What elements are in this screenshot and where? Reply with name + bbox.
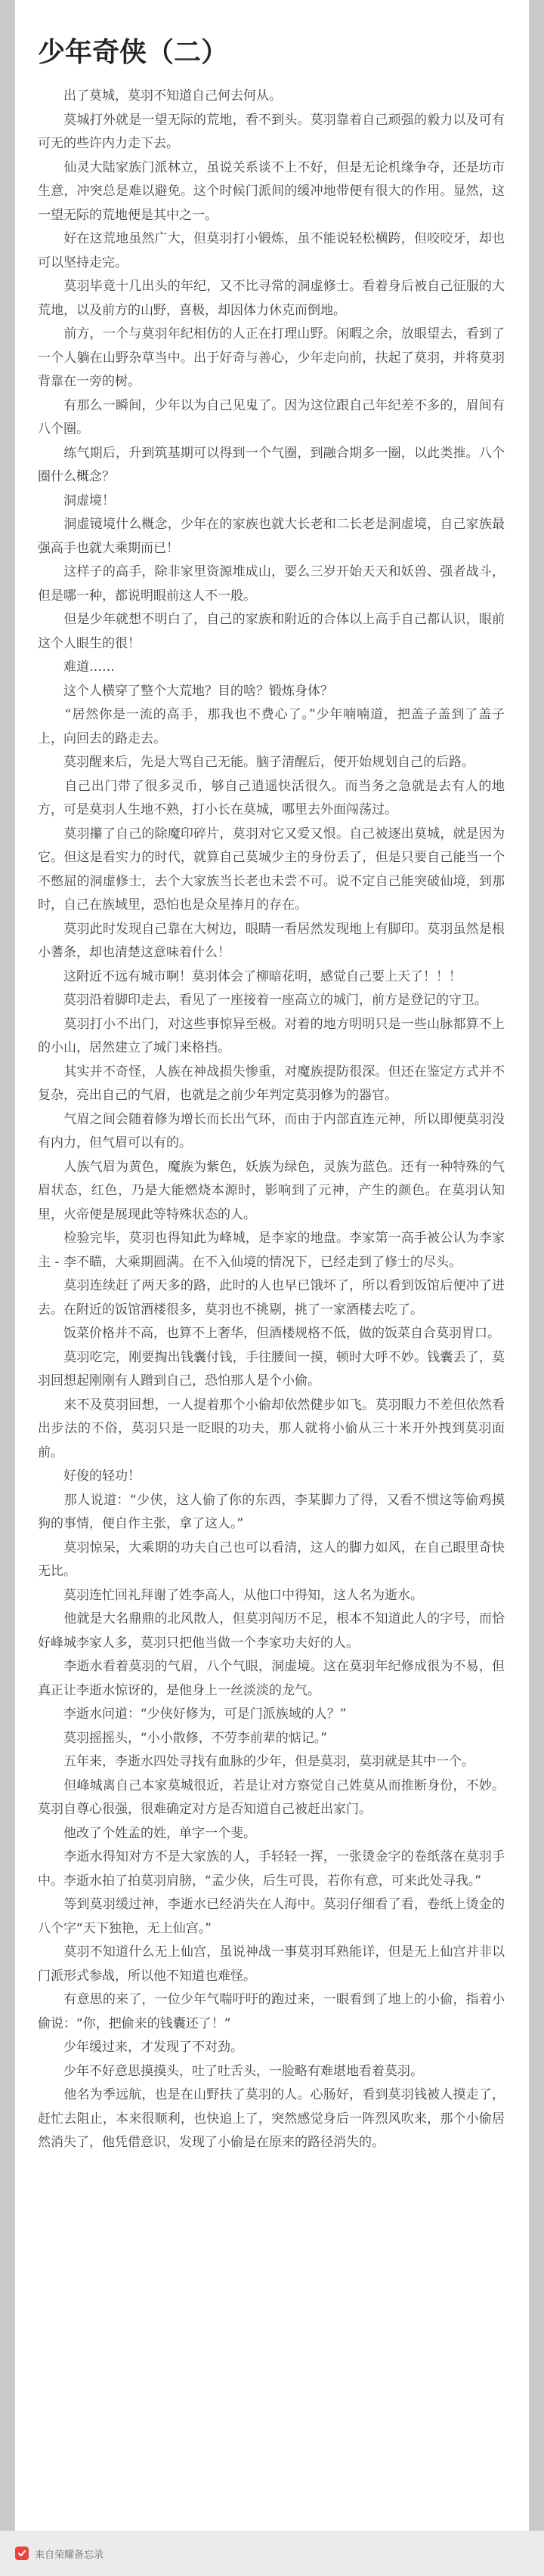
- article-paragraph: “居然你是一流的高手，那我也不费心了。”少年喃喃道，把盖子盖到了盖子上，向回去的路走去。: [38, 707, 505, 746]
- article-paragraph: 洞虚镜境什么概念，少年在的家族也就大长老和二长老是洞虚境，自己家族最强高手也就大乘期而已！: [38, 517, 505, 556]
- check-badge-icon: [15, 2547, 29, 2560]
- article-paragraph: 但峰城离自己本家莫城很近，若是让对方察觉自己姓莫从而推断身份，不妙。莫羽自尊心很强，很难确定对方是否知道自己被赶出家门。: [38, 1778, 505, 1817]
- article-paragraph: 出了莫城，莫羽不知道自己何去何从。: [38, 88, 282, 103]
- article-paragraph: 这个人横穿了整个大荒地？目的啥？锻炼身体？: [38, 683, 333, 699]
- article-paragraph: 前方，一个与莫羽年纪相仿的人正在打理山野。闲暇之余，放眼望去，看到了一个人躺在山野杂草当中。出于好奇与善心，少年走向前，扶起了莫羽，并将莫羽背靠在一旁的树。: [38, 326, 505, 389]
- article-paragraph: 来不及莫羽回想，一人提着那个小偷却依然健步如飞。莫羽眼力不差但依然看出步法的不俗，莫羽只是一眨眼的功夫，那人就将小偷从三十米开外拽到莫羽面前。: [38, 1397, 505, 1460]
- article-paragraph: 莫羽沿着脚印走去，看见了一座接着一座高立的城门，前方是登记的守卫。: [38, 993, 487, 1008]
- article-paragraph: 难道……: [38, 659, 115, 675]
- article-paragraph: 莫羽连续赶了两天多的路，此时的人也早已饿坏了，所以看到饭馆后便冲了进去。在附近的饭馆酒楼很多，莫羽也不挑剔，挑了一家酒楼去吃了。: [38, 1278, 505, 1317]
- article-paragraph: 检验完毕，莫羽也得知此为峰城，是李家的地盘。李家第一高手被公认为李家主 - 李不瞄，大乘期圆满。在不入仙境的情况下，已经走到了修士的尽头。: [38, 1231, 505, 1270]
- article-paragraph: 莫羽醒来后，先是大骂自己无能。脑子清醒后，便开始规划自己的后路。: [38, 755, 474, 770]
- article-paragraph: 莫羽摇摇头，“小小散修，不劳李前辈的惦记。”: [38, 1730, 328, 1746]
- article-paragraph: 好俊的轻功！: [38, 1469, 141, 1484]
- article-paragraph: 等到莫羽缓过神，李逝水已经消失在人海中。莫羽仔细看了看，卷纸上烫金的八个字“天下独艳，无上仙宫。”: [38, 1897, 505, 1936]
- article-paragraph: 莫羽吃完，刚要掏出钱囊付钱，手往腰间一摸，顿时大呼不妙。钱囊丢了，莫羽回想起刚刚有人蹭到自己，恐怕那人是个小偷。: [38, 1349, 505, 1388]
- memo-page: [15, 0, 529, 2531]
- article-paragraph: 莫羽连忙回礼拜谢了姓李高人，从他口中得知，这人名为逝水。: [38, 1587, 423, 1603]
- article-paragraph: 他名为季远航，也是在山野扶了莫羽的人。心肠好，看到莫羽钱被人摸走了，赶忙去阻止，本来很顺利，也快追上了，突然感觉身后一阵烈风吹来，那个小偷居然消失了，他凭借意识，发现了小偷是在原来的路径消失的。: [38, 2087, 505, 2150]
- article-paragraph: 他改了个姓孟的姓，单字一个斐。: [38, 1825, 256, 1841]
- article-paragraph: 气眉之间会随着修为增长而长出气环，而由于内部直连元神，所以即便莫羽没有内力，但气眉可以有的。: [38, 1111, 505, 1151]
- source-label: 来自荣耀备忘录: [35, 2549, 104, 2561]
- source-attribution[interactable]: [15, 2547, 104, 2561]
- article-paragraph: 莫羽此时发现自己靠在大树边，眼睛一看居然发现地上有脚印。莫羽虽然是根小蓍条，却也清楚这意味着什么！: [38, 921, 505, 960]
- article-paragraph: 莫羽不知道什么无上仙宫，虽说神战一事莫羽耳熟能详，但是无上仙宫并非以门派形式参战，所以他不知道也难怪。: [38, 1944, 505, 1984]
- article-paragraph: 莫羽打小不出门，对这些事惊异至极。对着的地方明明只是一些山脉都算不上的小山，居然建立了城门来格挡。: [38, 1016, 505, 1055]
- article-paragraph: 少年不好意思摸摸头，吐了吐舌头，一脸略有难堪地看着莫羽。: [38, 2063, 423, 2079]
- article-paragraph: 练气期后，升到筑基期可以得到一个气圈，到融合期多一圈，以此类推。八个圈什么概念？: [38, 445, 505, 484]
- article-paragraph: 他就是大名鼎鼎的北风散人，但莫羽闯历不足，根本不知道此人的字号，而恰好峰城李家人多，莫羽只把他当做一个李家功夫好的人。: [38, 1611, 505, 1651]
- article-paragraph: 仙灵大陆家族门派林立，虽说关系谈不上不好，但是无论机缘争夺，还是坊市生意，冲突总是难以避免。这个时候门派间的缓冲地带便有很大的作用。显然，这一望无际的荒地便是其中之一。: [38, 159, 505, 223]
- article-paragraph: 那人说道：“少侠，这人偷了你的东西，李某脚力了得，又看不惯这等偷鸡摸狗的事情，便自作主张，拿了这人。”: [38, 1492, 505, 1531]
- article-paragraph: 这附近不远有城市啊！莫羽体会了柳暗花明，感觉自己要上天了！！！: [38, 968, 462, 984]
- article-paragraph: 李逝水问道：“少侠好修为，可是门派族域的人？”: [38, 1707, 347, 1722]
- article-paragraph: 莫羽惊呆，大乘期的功夫自己也可以看清，这人的脚力如风，在自己眼里奇快无比。: [38, 1540, 505, 1579]
- article-paragraph: 莫城打外就是一望无际的荒地，看不到头。莫羽靠着自己顽强的毅力以及可有可无的些许内力走下去。: [38, 112, 505, 151]
- article-paragraph: 李逝水得知对方不是大家族的人，手轻轻一挥，一张烫金字的卷纸落在莫羽手中。李逝水拍了拍莫羽肩膀，“孟少侠，后生可畏，若你有意，可来此处寻我。”: [38, 1849, 505, 1889]
- article-paragraph: 饭菜价格并不高，也算不上奢华，但酒楼规格不低，做的饭菜自合莫羽胃口。: [38, 1326, 500, 1341]
- article-paragraph: 莫羽攥了自己的除魔印碎片，莫羽对它又爱又恨。自己被逐出莫城，就是因为它。但这是看实力的时代，就算自己莫城少主的身份丢了，但是只要自己能当一个不憋屈的洞虚修士，去个大家族当长老也未尝不可。说不定自己能突破仙境，到那时，自己在族域里，恐怕也是众星捧月的存在。: [38, 826, 505, 913]
- article-paragraph: 五年来，李逝水四处寻找有血脉的少年，但是莫羽，莫羽就是其中一个。: [38, 1754, 474, 1769]
- article-paragraph: 自己出门带了很多灵币，够自己逍遥快活很久。而当务之急就是去有人的地方，可是莫羽人生地不熟，打小长在莫城，哪里去外面闯荡过。: [38, 778, 505, 817]
- article-paragraph: 洞虚境！: [38, 493, 115, 508]
- article-paragraph: 有意思的来了，一位少年气喘吁吁的跑过来，一眼看到了地上的小偷，指着小偷说：“你，把偷来的钱囊还了！”: [38, 1992, 505, 2031]
- article-paragraph: 这样子的高手，除非家里资源堆成山，要么三岁开始天天和妖兽、强者战斗，但是哪一种，都说明眼前这人不一般。: [38, 564, 505, 604]
- article-title: 少年奇侠（二）: [38, 37, 229, 68]
- article-paragraph: 李逝水看着莫羽的气眉，八个气眼，洞虚境。这在莫羽年纪修成很为不易，但真正让李逝水惊讶的，是他身上一丝淡淡的龙气。: [38, 1659, 505, 1698]
- article-paragraph: 人族气眉为黄色，魔族为紫色，妖族为绿色，灵族为蓝色。还有一种特殊的气眉状态，红色，乃是大能燃烧本源时，影响到了元神，产生的颜色。在莫羽认知里，火帝便是展现此等特殊状态的人。: [38, 1159, 505, 1222]
- article-paragraph: 但是少年就想不明白了，自己的家族和附近的合体以上高手自己都认识，眼前这个人眼生的很！: [38, 612, 505, 651]
- article-body: [15, 85, 529, 2155]
- article-paragraph: 少年缓过来，才发现了不对劲。: [38, 2040, 243, 2055]
- article-paragraph: 莫羽毕竟十几出头的年纪，又不比寻常的洞虚修士。看着身后被自己征服的大荒地，以及前方的山野，喜极，却因体力休克而倒地。: [38, 279, 505, 318]
- article-paragraph: 有那么一瞬间，少年以为自己见鬼了。因为这位跟自己年纪差不多的，眉间有八个圈。: [38, 397, 505, 437]
- source-footer: [0, 2531, 544, 2576]
- article-paragraph: 好在这荒地虽然广大，但莫羽打小锻炼，虽不能说轻松横跨，但咬咬牙，却也可以坚持走完。: [38, 231, 505, 270]
- article-paragraph: 其实并不奇怪，人族在神战损失惨重，对魔族提防很深。但还在鉴定方式并不复杂，亮出自己的气眉，也就是之前少年判定莫羽修为的器官。: [38, 1064, 505, 1103]
